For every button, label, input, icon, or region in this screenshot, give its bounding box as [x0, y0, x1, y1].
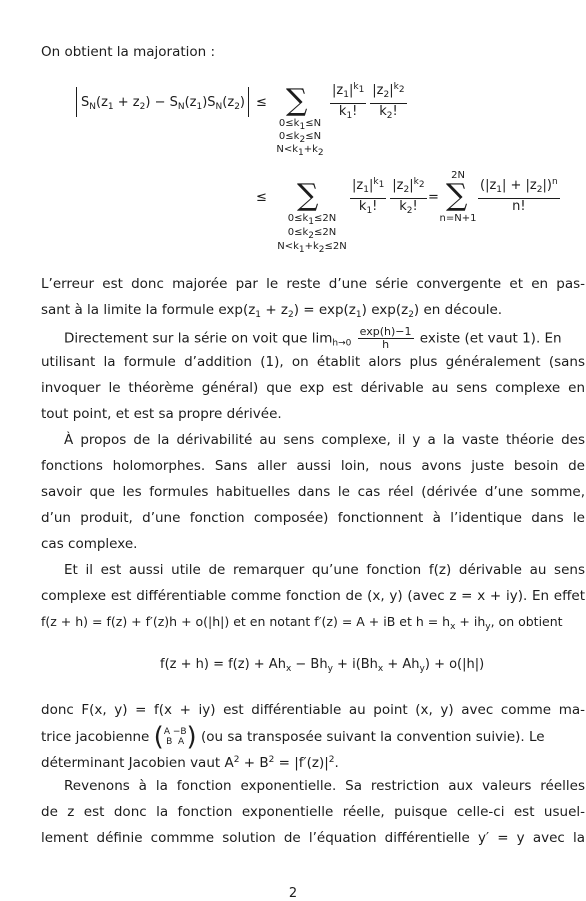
eq2-cond-2: $0\le k_2\le 2N$: [287, 227, 337, 241]
eq2-term-1: $\frac{|z_1|^{k_1}}{k_1!}$ $\frac{|z_2|^{k_2}}{k_2!}$: [352, 177, 425, 216]
p6-line-1: Revenons à la fonction exponentielle. Sa restriction aux valeurs réelles: [64, 778, 585, 794]
p4-line-1: Et il est aussi utile de remarquer qu’une fonction f(z) dérivable au sens: [64, 562, 585, 578]
abs-bar-right: [248, 87, 249, 117]
eq1-lhs: $S_N(z_1 + z_2) - S_N(z_1)S_N(z_2)$: [81, 95, 245, 112]
eq1-sigma: ∑: [286, 83, 308, 118]
eq2-sum-upper: 2N: [451, 170, 465, 181]
eq2-sigma-2: ∑: [446, 178, 468, 213]
p1-line-2: sant à la limite la formule $\exp(z_1 + z_2) = \exp(z_1)$ $\exp(z_2)$ en découle.: [41, 302, 503, 320]
p5-line-1: donc F(x, y) = f(x + iy) est différentiable au point (x, y) avec comme ma-: [41, 702, 585, 718]
eq1-cond-3: $N<k_1+k_2$: [276, 144, 324, 158]
p6-line-3: lement définie commme solution de l’équation différentielle y′ = y avec la: [41, 830, 585, 846]
eq2-eq: =: [428, 190, 439, 205]
p5-line-3: déterminant Jacobien vaut $A^2 + B^2 = |f'(z)|^2$.: [41, 755, 339, 771]
abs-bar-left: [76, 87, 77, 117]
p5-line-2: trice jacobienne (A −B B A) (ou sa transposée suivant la convention suivie). Le: [41, 722, 545, 752]
eq1-cond-1: $0\le k_1\le N$: [278, 118, 322, 132]
p6-line-2: de z est donc la fonction exponentielle réelle, puisque celle-ci est usuel-: [41, 804, 585, 820]
intro-text: On obtient la majoration :: [41, 44, 216, 60]
p3-line-1: À propos de la dérivabilité au sens complexe, il y a la vaste théorie des: [64, 432, 585, 448]
p3-line-3: savoir que les formules habituelles dans le cas réel (dérivée d’une somme,: [41, 484, 585, 500]
p3-line-2: fonctions holomorphes. Sans aller aussi loin, nous avons juste besoin de: [41, 458, 585, 474]
eq1-cond-2: $0\le k_2\le N$: [278, 131, 322, 145]
p1-line-1: L’erreur est donc majorée par le reste d’une série convergente et en pas-: [41, 276, 585, 292]
eq2-term-2: $\frac{(|z_1| + |z_2|)^n}{n!}$: [480, 177, 558, 214]
p3-line-4: d’un produit, d’une fonction composée) fonctionnent à l’identique dans le: [41, 510, 585, 526]
eq2-cond-3: $N<k_1+k_2\le 2N$: [277, 241, 347, 255]
p2-line-2: utilisant la formule d’addition (1), on établit alors plus généralement (sans: [41, 354, 585, 370]
eq2-cond-1: $0\le k_1\le 2N$: [287, 213, 337, 227]
p2-line-4: tout point, et est sa propre dérivée.: [41, 406, 282, 422]
p3-line-5: cas complexe.: [41, 536, 138, 552]
eq1-term: $\frac{|z_1|^{k_1}}{k_1!}$ $\frac{|z_2|^{k_2}}{k_2!}$: [332, 82, 405, 121]
p4-line-3: f(z + h) = f(z) + f′(z)h + o(|h|) et en notant f′(z) = A + iB et $h = h_x + ih_y$, on obtient: [41, 614, 563, 632]
display-equation: $f(z + h) = f(z) + Ah_x - Bh_y + i(Bh_x + Ah_y) + o(|h|)$: [160, 657, 485, 674]
eq2-sum-lower: n=N+1: [439, 213, 477, 224]
p2-line-1: Directement sur la série on voit que $\lim_{h\to 0}$ $\frac{\exp(h)-1}{h}$ existe (et vaut 1). En: [64, 325, 562, 351]
p2-line-3: invoquer le théorème général) que exp est dérivable au sens complexe en: [41, 380, 585, 396]
eq1-leq: ≤: [256, 95, 267, 110]
p4-line-2: complexe est différentiable comme fonction de (x, y) (avec z = x + iy). En effet: [41, 588, 585, 604]
page-number: 2: [288, 886, 298, 901]
eq2-leq: ≤: [256, 190, 267, 205]
eq2-sigma-1: ∑: [297, 178, 319, 213]
